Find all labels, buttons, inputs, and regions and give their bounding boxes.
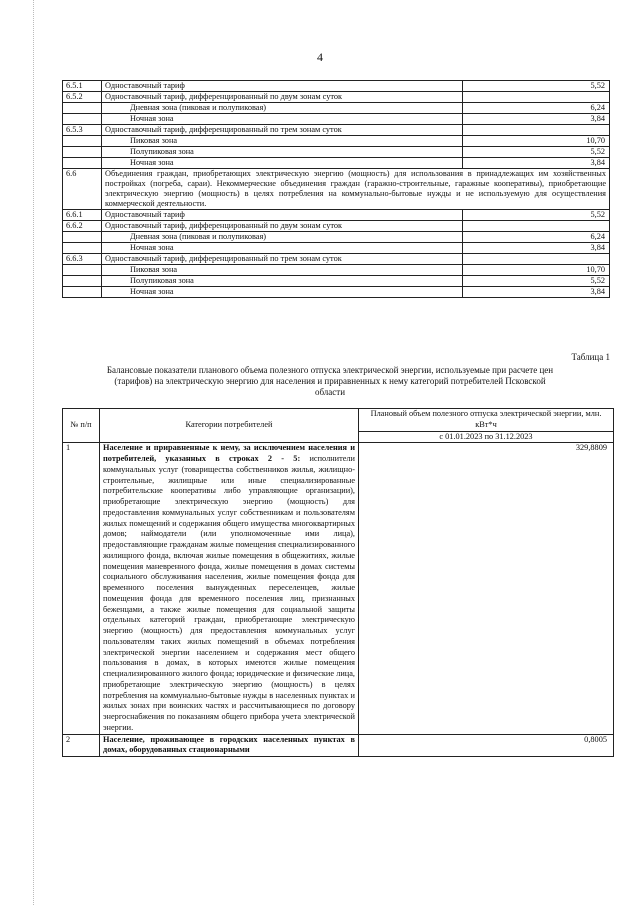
- table-row: [63, 254, 610, 265]
- row-value: 6,24: [463, 103, 610, 114]
- page-number: 4: [317, 50, 323, 64]
- binding-margin-line: [33, 0, 34, 905]
- row-label: Объединения граждан, приобретающих электрическую энергию (мощность) для использования в принадлежащих им хозяйственных постройках (погреба, сараи). Некоммерческие объединения граждан (гаражно-строительные, гаражные кооперативы), приобретающие электрическую энергию (мощность) в целях потребления на коммунально-бытовые нужды и не используемую для осуществления коммерческой деятельности.: [102, 169, 610, 210]
- row-label: Дневная зона (пиковая и полупиковая): [102, 232, 463, 243]
- table-row: [63, 287, 610, 298]
- table-row: [63, 232, 610, 243]
- table-row: [63, 221, 610, 232]
- row-num: [63, 287, 102, 298]
- row-num: 6.6.2: [63, 221, 102, 232]
- row-label: Ночная зона: [102, 158, 463, 169]
- header-num: № п/п: [63, 409, 100, 443]
- row-label: Ночная зона: [102, 243, 463, 254]
- row-num: 6.5.3: [63, 125, 102, 136]
- row-num: 1: [63, 443, 100, 734]
- table-row: [63, 92, 610, 103]
- row-num: [63, 147, 102, 158]
- row-value: 5,52: [463, 210, 610, 221]
- row-num: 2: [63, 734, 100, 757]
- row-category: [100, 443, 359, 734]
- row-label: Ночная зона: [102, 114, 463, 125]
- row-label: Полупиковая зона: [102, 276, 463, 287]
- row-label: Одноставочный тариф, дифференцированный по трем зонам суток: [102, 254, 463, 265]
- row-value: 3,84: [463, 114, 610, 125]
- table-row: [63, 734, 614, 757]
- row-value: 10,70: [463, 136, 610, 147]
- row-value: [463, 92, 610, 103]
- row-category-bold: Население и приравненные к нему, за исключением населения и потребителей, указанных в строках 2 - 5:: [103, 443, 355, 463]
- row-category-bold: Население, проживающее в городских населенных пунктах в домах, оборудованных стационарными: [103, 734, 355, 755]
- table-row: [63, 81, 610, 92]
- table-row: [63, 125, 610, 136]
- row-label: Полупиковая зона: [102, 147, 463, 158]
- table-row: [63, 169, 610, 210]
- row-category-text: исполнители коммунальных услуг (товарищества собственников жилья, жилищно-строительные, жилищные или иные специализированные потребительские кооперативы либо управляющие организации), приобретающие электрическую энергию (мощность) для предоставления коммунальных услуг собственникам и пользователям жилых помещений и содержания общего имущества многоквартирных домов; наймодатели (или уполномоченные ими лица), предоставляющие гражданам жилые помещения специализированного жилищного фонда, включая жилые помещения в общежитиях, жилые помещения маневренного фонда, жилые помещения в домах системы социального обслуживания населения, жилые помещения фонда для временного поселения вынужденных переселенцев, жилые помещения фонда для временного поселения лиц, признанных беженцами, а также жилые помещения для социальной защиты отдельных категорий граждан, приобретающие электрическую энергию (мощность) для предоставления коммунальных услуг пользователям таких жилых помещений в объемах потребления электрической энергии населением и содержания мест общего пользования в домах, в которых имеются жилые помещения специализированного жилого фонда; юридические и физические лица, приобретающие электрическую энергию (мощность) в целях потребления на коммунально-бытовые нужды в населенных пунктах и жилых зонах при воинских частях и рассчитывающиеся по договору энергоснабжения по показаниям общего прибора учета электрической энергии.: [103, 454, 355, 732]
- row-num: [63, 103, 102, 114]
- row-value: 3,84: [463, 158, 610, 169]
- row-value: [463, 254, 610, 265]
- row-label: Одноставочный тариф, дифференцированный по двум зонам суток: [102, 221, 463, 232]
- table-row: [63, 210, 610, 221]
- header-category: Категории потребителей: [100, 409, 359, 443]
- row-label: Пиковая зона: [102, 265, 463, 276]
- table-row: [63, 276, 610, 287]
- tariff-table: [62, 80, 610, 298]
- row-num: [63, 265, 102, 276]
- row-value: 5,52: [463, 81, 610, 92]
- row-value: 329,8809: [359, 443, 614, 734]
- row-value: 5,52: [463, 276, 610, 287]
- row-num: 6.5.1: [63, 81, 102, 92]
- row-num: [63, 232, 102, 243]
- row-value: [463, 221, 610, 232]
- row-num: 6.6.1: [63, 210, 102, 221]
- row-label: Одноставочный тариф, дифференцированный по трем зонам суток: [102, 125, 463, 136]
- table-row: [63, 158, 610, 169]
- row-num: [63, 158, 102, 169]
- row-num: [63, 243, 102, 254]
- table-label: Таблица 1: [571, 352, 610, 362]
- table-row: [63, 114, 610, 125]
- row-value: 10,70: [463, 265, 610, 276]
- row-label: Одноставочный тариф: [102, 210, 463, 221]
- row-num: [63, 114, 102, 125]
- row-value: 0,8005: [359, 734, 614, 757]
- row-label: Пиковая зона: [102, 136, 463, 147]
- table-row: [63, 265, 610, 276]
- row-num: [63, 136, 102, 147]
- row-value: [463, 125, 610, 136]
- row-num: [63, 276, 102, 287]
- row-label: Одноставочный тариф, дифференцированный по двум зонам суток: [102, 92, 463, 103]
- row-value: 3,84: [463, 287, 610, 298]
- row-label: Ночная зона: [102, 287, 463, 298]
- header-period: с 01.01.2023 по 31.12.2023: [359, 431, 614, 443]
- balance-table: [62, 408, 614, 757]
- row-label: Одноставочный тариф: [102, 81, 463, 92]
- row-num: 6.6.3: [63, 254, 102, 265]
- table-row: [63, 136, 610, 147]
- table-title: Балансовые показатели планового объема полезного отпуска электрической энергии, используемые при расчете цен (тарифов) на электрическую энергию для населения и приравненных к нему категорий потребителей Псковской области: [106, 365, 554, 397]
- row-num: 6.6: [63, 169, 102, 210]
- row-value: 3,84: [463, 243, 610, 254]
- row-value: 5,52: [463, 147, 610, 158]
- table-row: [63, 243, 610, 254]
- table-row: [63, 147, 610, 158]
- row-num: 6.5.2: [63, 92, 102, 103]
- table-row: [63, 103, 610, 114]
- row-category: [100, 734, 359, 757]
- header-volume: Плановый объем полезного отпуска электрической энергии, млн. кВт*ч: [359, 409, 614, 432]
- row-value: 6,24: [463, 232, 610, 243]
- table-row: [63, 443, 614, 734]
- row-label: Дневная зона (пиковая и полупиковая): [102, 103, 463, 114]
- balance-header-row: [63, 409, 614, 432]
